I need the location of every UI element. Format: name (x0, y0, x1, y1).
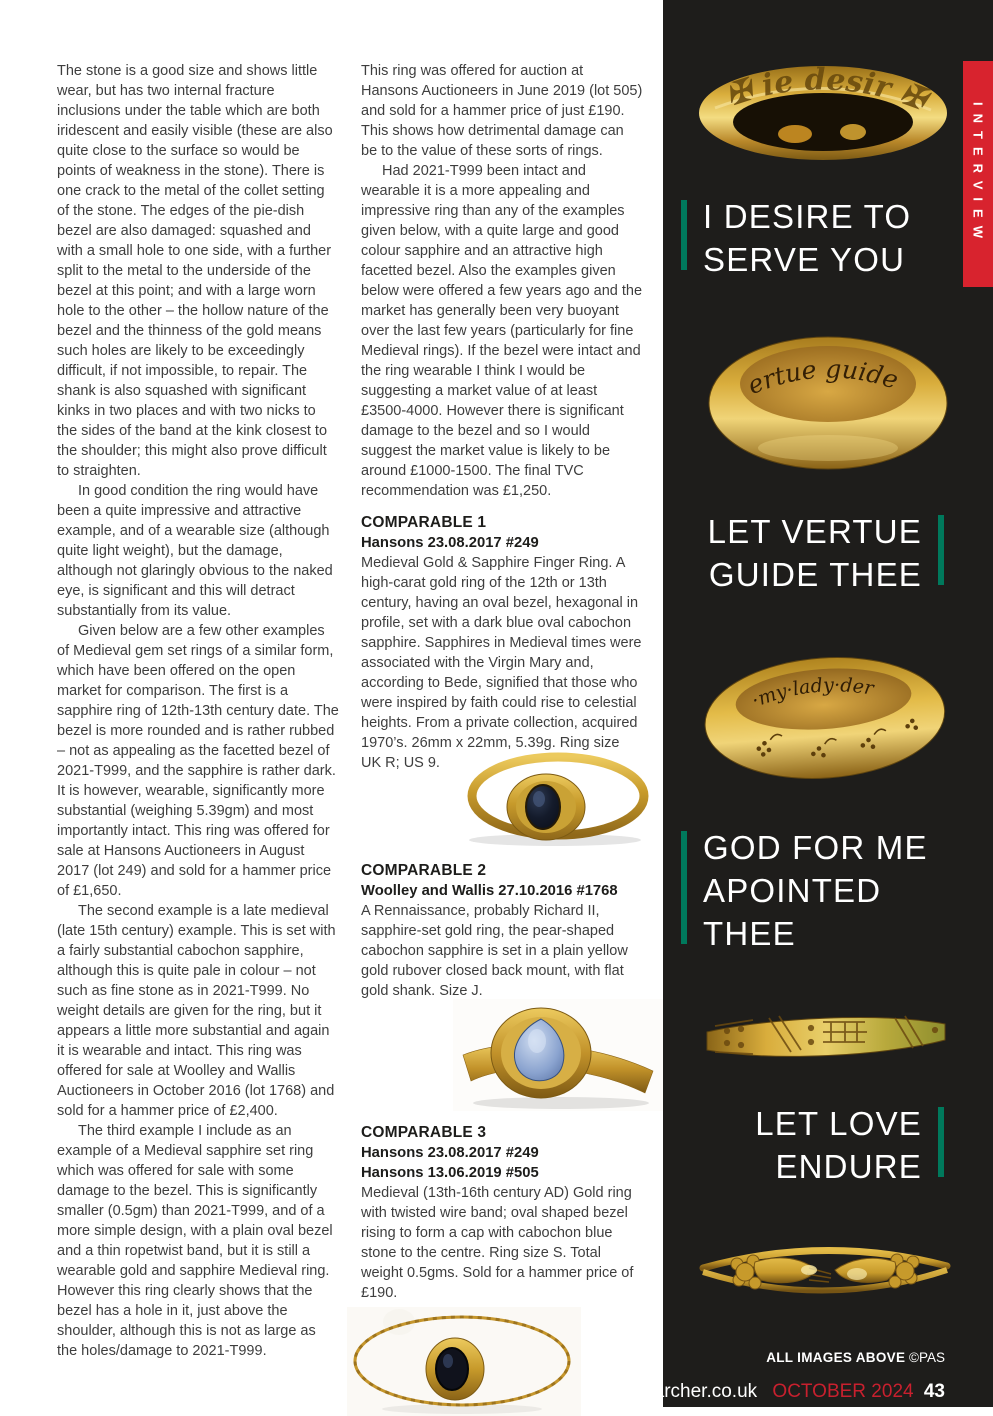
comparable-1-section (361, 513, 643, 849)
paragraph: Had 2021-T999 been intact and wearable it is a more appealing and impressive ring than any of the examples given below, with a quite large and good colour sapphire and an attractive high facetted bezel. Also the examples given below were offered a few years ago and the market has generally been very buoyant over the last few years (particularly for fine Medieval rings). If the bezel were intact and the ring wearable I think I would be suggesting a market value of at least £3500-4000. However there is significant damage to the bezel and so I would suggest the market value is likely to be around £1000-1500. The final TVC recommendation was £1,250. (361, 163, 643, 499)
twisted-wire-sapphire-ring-photo (347, 1307, 581, 1416)
paragraph: The stone is a good size and shows little wear, but has two internal fracture inclusions under the table which are both iridescent and easily visible (these are also quite close to the surface so would be points of weakness in the stone). There is one crack to the metal of the collet setting of the stone. The edges of the pie-dish bezel are also damaged: squashed and with a small hole to one side, with a further split to the metal to the underside of the bezel at this point; and with a large worn hole to the other – the hollow nature of the bezel and the thinness of the gold means such holes are likely to be exceedingly difficult, if not impossible, to repair. The shank is also squashed with significant kinks in two places and with two nicks to the sides of the band at the kink closest to the shoulder; this might also prove difficult to straighten. (57, 63, 333, 479)
sapphire-stone (436, 1348, 468, 1390)
inscription-text: ·my·lady·der (748, 674, 876, 713)
comparable-1-title: COMPARABLE 1 (361, 514, 487, 531)
interview-tab-label: INTERVIEW (970, 102, 986, 246)
quote-let-vertue (708, 510, 944, 596)
pear-sapphire-ring-image (453, 999, 663, 1111)
article-column-1 (57, 61, 339, 1361)
comparable-2-title: COMPARABLE 2 (361, 862, 487, 879)
green-accent-bar (938, 515, 944, 585)
inner-glow (840, 124, 866, 140)
posy-ring-vertue-image (705, 330, 951, 472)
interview-sidebar (607, 0, 993, 1407)
comparable-1-ref: Hansons 23.08.2017 #249 (361, 535, 539, 551)
renaissance-sapphire-ring-photo (453, 999, 663, 1111)
quote-line: SERVE YOU (703, 241, 906, 278)
geometric-band-image (699, 1000, 951, 1070)
posy-ring-gothic-image (695, 56, 951, 162)
right-hand (835, 1258, 896, 1282)
tilted-ring (701, 652, 949, 786)
posy-ring-gothic-photo (695, 56, 951, 162)
comparable-3-ref-2: Hansons 13.06.2019 #505 (361, 1165, 539, 1181)
quote-line: GUIDE THEE (708, 556, 922, 593)
credit-label: ALL IMAGES ABOVE (766, 1350, 906, 1365)
quote-line: ENDURE (775, 1148, 922, 1185)
quote-let-love (755, 1102, 944, 1188)
paragraph: Given below are a few other examples of Medieval gem set rings of a similar form, which have been offered on the open market for comparison. The first is a sapphire ring of 12th-13th century date. The bezel is more rounded and is rather rubbed – not as appealing as the facetted bezel of 2021-T999, and the sapphire is rather dark. It is however, wearable, significantly more substantial (weighing 5.39gm) and most importantly intact. This ring was offered for sale at Hansons Auctioneers in August 2017 (lot 249) and sold for a hammer price of £1,650. (57, 623, 339, 899)
wire-band-ring-image (347, 1309, 581, 1416)
stone-highlight (443, 1354, 453, 1368)
website-url: thesearcher.co.uk (607, 1381, 758, 1402)
posy-ring-my-lady-image (699, 652, 951, 788)
issue-date: OCTOBER 2024 (772, 1381, 914, 1402)
page-footer (607, 1381, 945, 1403)
medieval-gold-sapphire-ring-photo (455, 749, 660, 849)
article-column-2 (361, 61, 643, 1416)
geometric-band-photo (699, 1000, 951, 1070)
comparable-2-ref: Woolley and Wallis 27.10.2016 #1768 (361, 883, 618, 899)
green-accent-bar (681, 200, 687, 270)
highlight (847, 1268, 867, 1280)
fede-ring-photo (689, 1228, 961, 1318)
green-accent-bar (938, 1107, 944, 1177)
stone-highlight (533, 791, 545, 807)
posy-ring-vertue-photo (705, 330, 951, 472)
quote-i-desire (681, 195, 911, 281)
quote-line: LET VERTUE (707, 513, 922, 550)
comparable-3-ref-1: Hansons 23.08.2017 #249 (361, 1145, 539, 1161)
comparable-3-section (361, 1123, 643, 1416)
paragraph: The second example is a late medieval (late 15th century) example. This is set with a fairly substantial cabochon sapphire, although this is quite pale in colour – not such as fine stone as in 2021-T999. No weight details are given for the ring, but it appears a little more substantial and again it is wearable and intact. This ring was offered for sale at Woolley and Wallis Auctioneers in October 2016 (lot 1768) and sold for a hammer price of £2,400. (57, 903, 336, 1119)
credit-source: ©PAS (909, 1350, 945, 1365)
inscription-text: ertue guide (743, 354, 902, 401)
quote-line: APOINTED (703, 872, 882, 909)
comparable-3-title: COMPARABLE 3 (361, 1124, 487, 1141)
comparable-3-body: Medieval (13th-16th century AD) Gold ring with twisted wire band; oval shaped bezel rising to form a cap with cabochon blue stone to the centre. Ring size S. Total weight 0.5gms. Sold for a hammer price of £190. (361, 1185, 634, 1301)
posy-ring-my-lady-photo (699, 652, 951, 788)
inscription-text: ✠ ie desir ✠ (722, 62, 932, 118)
paragraph: The third example I include as an example of a Medieval sapphire set ring which was offered for sale with some damage to the bezel. This is significantly smaller (0.5gm) than 2021-T999, and of a more simple design, with a plain oval bezel and a thin ropetwist band, but it is still a wearable gold and sapphire Medieval ring. However this ring clearly shows that the bezel has a hole in it, just above the shoulder, although this is not as large as the holes/damage to 2021-T999. (57, 1123, 333, 1359)
paragraph: In good condition the ring would have been a quite impressive and attractive example, and of a wearable size (although quite light weight), but the damage, although not glaringly obvious to the naked eye, is significant and this will detract substantially from its value. (57, 483, 333, 619)
stone-highlight (528, 1029, 546, 1053)
quote-god-for-me (681, 826, 928, 955)
sapphire-stone (526, 785, 560, 829)
gold-sapphire-ring-image (455, 749, 660, 849)
quote-line: THEE (703, 915, 796, 952)
comparable-2-section (361, 861, 643, 1111)
quote-line: GOD FOR ME (703, 829, 928, 866)
shadow (473, 1097, 649, 1109)
green-accent-bar (681, 831, 687, 944)
comparable-2-body: A Rennaissance, probably Richard II, sapphire-set gold ring, the pear-shaped cabochon sapphire is set in a plain yellow gold rubover closed back mount, with flat gold shank. Size J. (361, 903, 628, 999)
quote-line: I DESIRE TO (703, 198, 912, 235)
interview-tab (963, 61, 993, 287)
band-highlight (758, 435, 898, 461)
comparable-1-body: Medieval Gold & Sapphire Finger Ring. A high-carat gold ring of the 12th or 13th century, having an oval bezel, hexagonal in profile, set with a dark blue oval cabochon sapphire. Sapphires in Medieval times were associated with the Virgin Mary and, according to Bede, signified that those who were inspired by faith could rise to celestial heights. From a private collection, acquired 1970’s. 26mm x 22mm, 5.39g. Ring size UK R; US 9. (361, 555, 642, 771)
paragraph: This ring was offered for auction at Hansons Auctioneers in June 2019 (lot 505) and sold for a hammer price of just £190. This shows how detrimental damage can be to the value of these sorts of rings. (361, 63, 643, 159)
fede-ring-image (689, 1228, 961, 1318)
page-number: 43 (923, 1381, 945, 1402)
highlight (801, 1265, 817, 1275)
quote-line: LET LOVE (755, 1105, 922, 1142)
image-credit (766, 1350, 945, 1365)
inner-glow (778, 125, 812, 143)
